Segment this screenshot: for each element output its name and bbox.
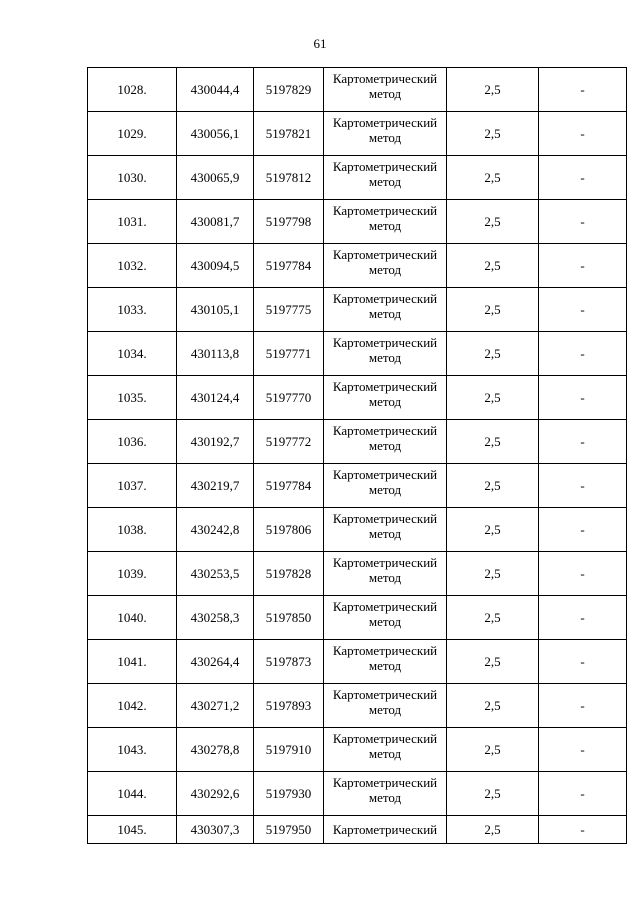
x-coordinate-cell: 430258,3 [177,596,254,640]
y-coordinate-cell: 5197772 [254,420,324,464]
table-row [88,464,627,508]
y-coordinate-cell: 5197950 [254,816,324,844]
accuracy-cell: 2,5 [447,596,539,640]
method-text: Картометрический метод [332,510,438,541]
x-coordinate-cell: 430081,7 [177,200,254,244]
note-cell: - [539,68,627,112]
table-row [88,684,627,728]
y-coordinate-cell: 5197910 [254,728,324,772]
accuracy-cell: 2,5 [447,200,539,244]
method-text: Картометрический метод [332,158,438,189]
point-number-cell: 1045. [88,816,177,844]
note-cell: - [539,728,627,772]
y-coordinate-cell: 5197771 [254,332,324,376]
page-number: 61 [313,36,327,51]
note-cell: - [539,332,627,376]
method-cell [324,68,447,112]
note-cell: - [539,772,627,816]
y-coordinate-cell: 5197828 [254,552,324,596]
accuracy-cell: 2,5 [447,772,539,816]
y-coordinate-cell: 5197930 [254,772,324,816]
x-coordinate-cell: 430219,7 [177,464,254,508]
accuracy-cell: 2,5 [447,244,539,288]
method-cell [324,508,447,552]
accuracy-cell: 2,5 [447,112,539,156]
point-number-cell: 1038. [88,508,177,552]
point-number-cell: 1039. [88,552,177,596]
x-coordinate-cell: 430292,6 [177,772,254,816]
note-cell: - [539,376,627,420]
note-cell: - [539,640,627,684]
method-cell [324,376,447,420]
point-number-cell: 1028. [88,68,177,112]
table-row [88,772,627,816]
table-row [88,68,627,112]
y-coordinate-cell: 5197873 [254,640,324,684]
note-cell: - [539,156,627,200]
point-number-cell: 1034. [88,332,177,376]
point-number-cell: 1042. [88,684,177,728]
accuracy-cell: 2,5 [447,508,539,552]
point-number-cell: 1035. [88,376,177,420]
x-coordinate-cell: 430264,4 [177,640,254,684]
method-text: Картометрический метод [332,686,438,717]
method-text: Картометрический метод [332,202,438,233]
coordinates-table-body [88,68,627,844]
y-coordinate-cell: 5197850 [254,596,324,640]
table-row [88,332,627,376]
y-coordinate-cell: 5197798 [254,200,324,244]
method-cell [324,552,447,596]
accuracy-cell: 2,5 [447,156,539,200]
method-cell [324,596,447,640]
method-text: Картометрический метод [332,730,438,761]
x-coordinate-cell: 430105,1 [177,288,254,332]
note-cell: - [539,596,627,640]
table-row [88,420,627,464]
accuracy-cell: 2,5 [447,288,539,332]
y-coordinate-cell: 5197812 [254,156,324,200]
x-coordinate-cell: 430253,5 [177,552,254,596]
x-coordinate-cell: 430044,4 [177,68,254,112]
table-row [88,596,627,640]
table-row [88,156,627,200]
table-row [88,728,627,772]
method-text: Картометрический метод [332,554,438,585]
y-coordinate-cell: 5197821 [254,112,324,156]
table-row [88,640,627,684]
y-coordinate-cell: 5197829 [254,68,324,112]
accuracy-cell: 2,5 [447,68,539,112]
method-text: Картометрический метод [332,290,438,321]
method-text: Картометрический метод [332,422,438,453]
table-row [88,244,627,288]
y-coordinate-cell: 5197784 [254,464,324,508]
method-cell [324,156,447,200]
note-cell: - [539,684,627,728]
point-number-cell: 1041. [88,640,177,684]
note-cell: - [539,464,627,508]
y-coordinate-cell: 5197893 [254,684,324,728]
x-coordinate-cell: 430278,8 [177,728,254,772]
table-row [88,112,627,156]
method-text: Картометрический метод [332,774,438,805]
x-coordinate-cell: 430056,1 [177,112,254,156]
point-number-cell: 1031. [88,200,177,244]
note-cell: - [539,552,627,596]
point-number-cell: 1029. [88,112,177,156]
point-number-cell: 1030. [88,156,177,200]
table-row [88,816,627,844]
y-coordinate-cell: 5197775 [254,288,324,332]
x-coordinate-cell: 430124,4 [177,376,254,420]
method-cell [324,112,447,156]
accuracy-cell: 2,5 [447,816,539,844]
x-coordinate-cell: 430065,9 [177,156,254,200]
table-row [88,552,627,596]
method-cell [324,420,447,464]
method-cell [324,640,447,684]
table-row [88,508,627,552]
coordinates-table [87,67,627,844]
method-text: Картометрический метод [332,466,438,497]
table-row [88,288,627,332]
x-coordinate-cell: 430242,8 [177,508,254,552]
method-cell [324,200,447,244]
note-cell: - [539,112,627,156]
x-coordinate-cell: 430192,7 [177,420,254,464]
point-number-cell: 1032. [88,244,177,288]
point-number-cell: 1044. [88,772,177,816]
method-cell [324,684,447,728]
method-cell [324,816,447,844]
method-cell [324,728,447,772]
accuracy-cell: 2,5 [447,332,539,376]
accuracy-cell: 2,5 [447,552,539,596]
method-text: Картометрический метод [332,378,438,409]
x-coordinate-cell: 430113,8 [177,332,254,376]
note-cell: - [539,816,627,844]
method-text: Картометрический метод [332,642,438,673]
point-number-cell: 1036. [88,420,177,464]
method-text: Картометрический метод [332,70,438,101]
accuracy-cell: 2,5 [447,376,539,420]
point-number-cell: 1037. [88,464,177,508]
method-cell [324,464,447,508]
point-number-cell: 1040. [88,596,177,640]
x-coordinate-cell: 430307,3 [177,816,254,844]
y-coordinate-cell: 5197806 [254,508,324,552]
note-cell: - [539,244,627,288]
table-row [88,200,627,244]
note-cell: - [539,200,627,244]
point-number-cell: 1033. [88,288,177,332]
accuracy-cell: 2,5 [447,420,539,464]
method-cell [324,332,447,376]
method-text: Картометрический метод [332,246,438,277]
method-cell [324,244,447,288]
method-text: Картометрический [332,822,438,837]
x-coordinate-cell: 430271,2 [177,684,254,728]
table-row [88,376,627,420]
x-coordinate-cell: 430094,5 [177,244,254,288]
method-text: Картометрический метод [332,114,438,145]
method-text: Картометрический метод [332,334,438,365]
note-cell: - [539,508,627,552]
method-text: Картометрический метод [332,598,438,629]
note-cell: - [539,420,627,464]
method-cell [324,772,447,816]
method-cell [324,288,447,332]
accuracy-cell: 2,5 [447,640,539,684]
accuracy-cell: 2,5 [447,684,539,728]
accuracy-cell: 2,5 [447,464,539,508]
accuracy-cell: 2,5 [447,728,539,772]
y-coordinate-cell: 5197770 [254,376,324,420]
note-cell: - [539,288,627,332]
point-number-cell: 1043. [88,728,177,772]
y-coordinate-cell: 5197784 [254,244,324,288]
